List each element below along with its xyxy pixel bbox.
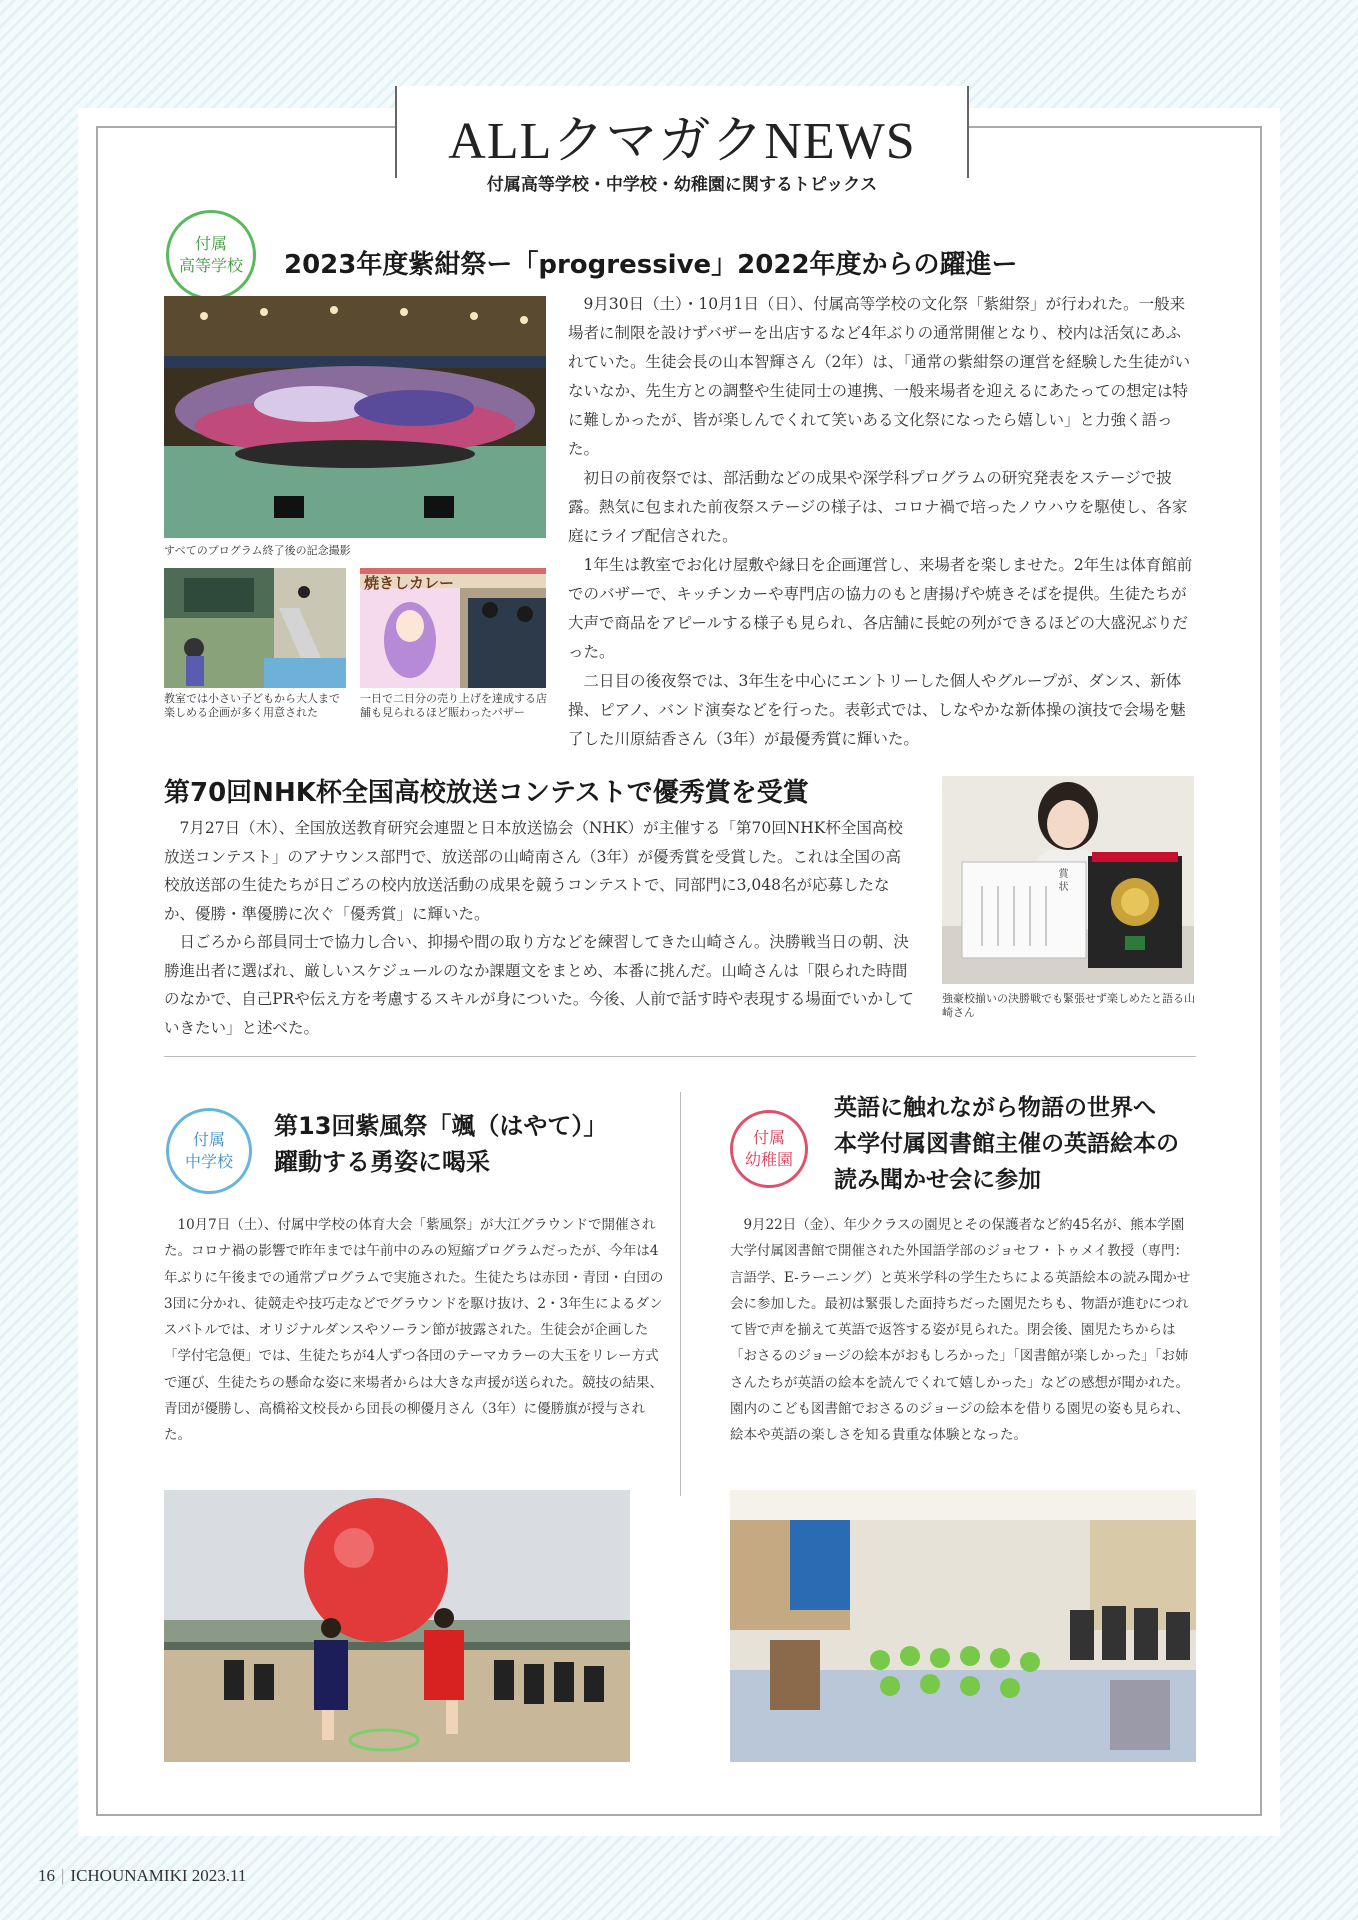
badge-line: 幼稚園 bbox=[744, 1150, 793, 1169]
section-divider bbox=[164, 1056, 1196, 1057]
article1-headline: 2023年度紫紺祭ー「progressive」2022年度からの躍進ー bbox=[284, 250, 1018, 280]
article4-headline bbox=[834, 1090, 1204, 1198]
paragraph: 初日の前夜祭では、部活動などの成果や深学科プログラムの研究発表をステージで披露。熱気に包まれた前夜祭ステージの様子は、コロナ禍で培ったノウハウを駆使し、各家庭にライブ配信された。 bbox=[568, 469, 1188, 545]
article2-headline: 第70回NHK杯全国高校放送コンテストで優秀賞を受賞 bbox=[164, 778, 809, 808]
paragraph: 10月7日（土）、付属中学校の体育大会「紫風祭」が大江グラウンドで開催された。コロナ禍の影響で昨年までは午前中のみの短縮プログラムだったが、今年は4年ぶりに午後までの通常プログラムで実施された。生徒たちは赤団・青団・白団の3団に分かれ、徒競走や技巧走などでグラウンドを駆け抜け、2・3年生によるダンスバトルでは、オリジナルダンスやソーラン節が披露された。生徒会が企画した「学付宅急便」では、生徒たちが4人ずつ各団のテーマカラーの大玉をリレー方式で運び、生徒たちの懸命な姿に来場者からは大きな声援が送られた。競技の結果、青団が優勝し、高橋裕文校長から団長の柳優月さん（3年）に優勝旗が授与された。 bbox=[164, 1217, 664, 1444]
badge-high-school bbox=[166, 210, 256, 300]
caption-award: 強豪校揃いの決勝戦でも緊張せず楽しめたと語る山崎さん bbox=[942, 992, 1195, 1019]
article3-body bbox=[164, 1212, 664, 1449]
article3-headline bbox=[274, 1108, 664, 1180]
headline-line: 本学付属図書館主催の英語絵本の bbox=[834, 1131, 1179, 1157]
headline-line: 躍動する勇姿に喝采 bbox=[274, 1148, 490, 1176]
paragraph: 9月30日（土）・10月1日（日）、付属高等学校の文化祭「紫紺祭」が行われた。一般来場者に制限を設けずバザーを出店するなど4年ぶりの通常開催となり、校内は活気にあふれていた。生徒会長の山本智輝さん（2年）は、「通常の紫紺祭の運営を経験した生徒がいないなか、先生方との調整や生徒同士の連携、一般来場者を迎えるにあたっての想定は特に難しかったが、皆が楽しんでくれて笑いある文化祭になったら嬉しい」と力強く語った。 bbox=[568, 295, 1191, 458]
badge-junior-high bbox=[166, 1108, 252, 1194]
headline-line: 第13回紫風祭「颯（はやて）」 bbox=[274, 1112, 608, 1140]
headline-line: 読み聞かせ会に参加 bbox=[834, 1167, 1041, 1193]
masthead-title: ALLクマガクNEWS bbox=[448, 113, 916, 170]
badge-line: 中学校 bbox=[184, 1152, 233, 1171]
award-winner-photo bbox=[942, 776, 1194, 984]
bazaar-photo bbox=[360, 568, 546, 688]
paragraph: 1年生は教室でお化け屋敷や縁日を企画運営し、来場者を楽しませた。2年生は体育館前でのバザーで、キッチンカーや専門店の協力のもと唐揚げや焼きそばを提供。生徒たちが大声で商品をアピールする様子も見られ、各店舗に長蛇の列ができるほどの大盛況ぶりだった。 bbox=[568, 556, 1193, 661]
library-reading-photo bbox=[730, 1490, 1196, 1762]
column-divider bbox=[680, 1092, 681, 1496]
caption-main-photo: すべてのプログラム終了後の記念撮影 bbox=[164, 544, 351, 557]
paragraph: 日ごろから部員同士で協力し合い、抑揚や間の取り方などを練習してきた山崎さん。決勝戦当日の朝、決勝進出者に選ばれ、厳しいスケジュールのなか課題文をまとめ、本番に挑んだ。山崎さんは「限られた時間のなかで、自己PRや伝え方を考慮するスキルが身についた。今後、人前で話す時や表現する場面でいかしていきたい」と述べた。 bbox=[164, 933, 914, 1037]
badge-line: 付属 bbox=[194, 234, 227, 253]
festival-group-photo bbox=[164, 296, 546, 538]
caption-classroom: 教室では小さい子どもから大人まで楽しめる企画が多く用意された bbox=[164, 692, 340, 719]
masthead-subtitle: 付属高等学校・中学校・幼稚園に関するトピックス bbox=[486, 175, 878, 195]
headline-line: 英語に触れながら物語の世界へ bbox=[834, 1095, 1156, 1121]
paragraph: 7月27日（木）、全国放送教育研究会連盟と日本放送協会（NHK）が主催する「第70回NHK杯全国高校放送コンテスト」のアナウンス部門で、放送部の山崎南さん（3年）が優秀賞を受賞した。これは全国の高校放送部の生徒たちが日ごろの校内放送活動の成果を競うコンテストで、同部門に3,048名が応募したなか、優勝・準優勝に次ぐ「優秀賞」に輝いた。 bbox=[164, 819, 903, 923]
footer-separator: | bbox=[61, 1866, 65, 1885]
page-number: 16 bbox=[38, 1866, 55, 1885]
masthead-right-bar bbox=[967, 86, 969, 178]
article4-body bbox=[730, 1212, 1196, 1449]
paragraph: 二日目の後夜祭では、3年生を中心にエントリーした個人やグループが、ダンス、新体操、ピアノ、バンド演奏などを行った。表彰式では、しなやかな新体操の演技で会場を魅了した川原結香さん（3年）が最優秀賞に輝いた。 bbox=[568, 672, 1186, 748]
certificate-title: 賞 状 bbox=[1056, 868, 1067, 892]
badge-line: 付属 bbox=[752, 1128, 785, 1147]
badge-line: 付属 bbox=[192, 1130, 225, 1149]
article1-body bbox=[568, 290, 1196, 754]
page-footer bbox=[38, 1866, 246, 1886]
badge-line: 高等学校 bbox=[178, 256, 243, 275]
paragraph: 9月22日（金）、年少クラスの園児とその保護者など約45名が、熊本学園大学付属図書館で開催された外国語学部のジョセフ・トゥメイ教授（専門：言語学、E-ラーニング）と英米学科の学生たちによる英語絵本の読み聞かせ会に参加した。最初は緊張した面持ちだった園児たちも、物語が進むにつれて皆で声を揃えて英語で返答する姿が見られた。閉会後、園児たちからは「おさるのジョージの絵本がおもしろかった」「図書館が楽しかった」「お姉さんたちが英語の絵本を読んでくれて嬉しかった」などの感想が聞かれた。園内のこども図書館でおさるのジョージの絵本を借りる園児の姿も見られ、絵本や英語の楽しさを知る貴重な体験となった。 bbox=[730, 1217, 1191, 1444]
caption-bazaar: 一日で二日分の売り上げを達成する店舗も見られるほど賑わったバザー bbox=[360, 692, 547, 719]
classroom-slide-photo bbox=[164, 568, 346, 688]
article2-body bbox=[164, 814, 916, 1042]
badge-kindergarten bbox=[730, 1110, 808, 1188]
sports-day-photo bbox=[164, 1490, 630, 1762]
bazaar-sign: 焼きしカレー bbox=[364, 574, 455, 592]
magazine-name: ICHOUNAMIKI 2023.11 bbox=[70, 1866, 247, 1885]
